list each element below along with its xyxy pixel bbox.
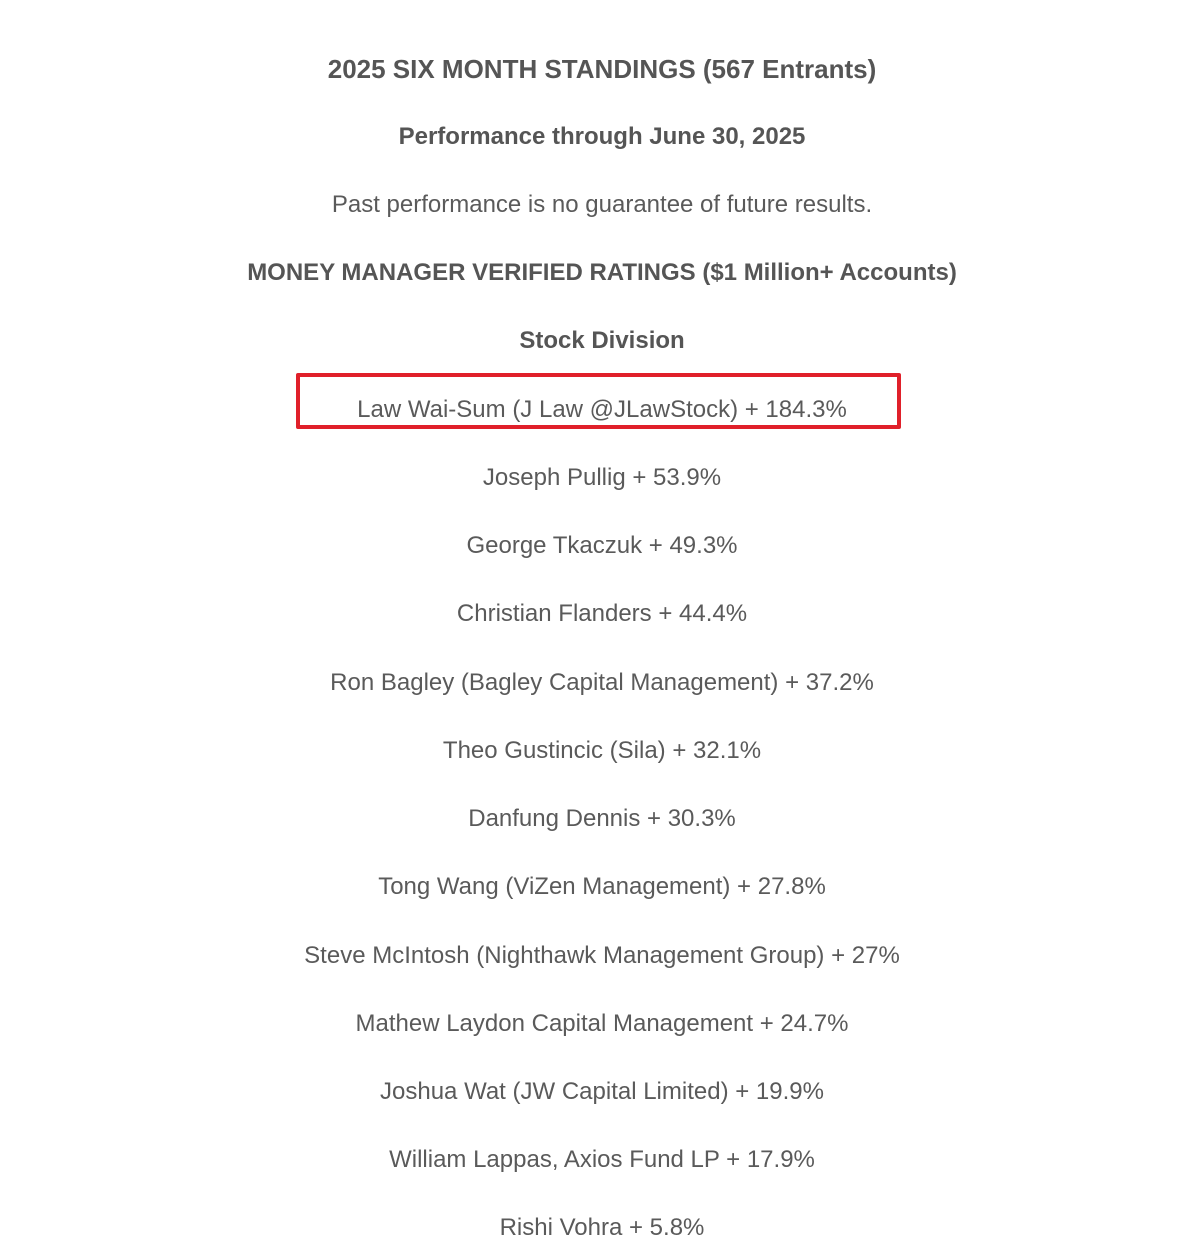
division-heading: Stock Division — [519, 327, 685, 354]
standing-entry: William Lappas, Axios Fund LP + 17.9% — [389, 1146, 815, 1173]
standing-entry: Theo Gustincic (Sila) + 32.1% — [442, 737, 762, 764]
standing-entry: Joseph Pullig + 53.9% — [482, 464, 722, 491]
standing-entry: Christian Flanders + 44.4% — [456, 600, 748, 627]
standing-entry: Joshua Wat (JW Capital Limited) + 19.9% — [380, 1078, 824, 1105]
page-subtitle: Performance through June 30, 2025 — [398, 123, 806, 150]
standing-entry: Mathew Laydon Capital Management + 24.7% — [355, 1010, 849, 1037]
standing-entry: Rishi Vohra + 5.8% — [499, 1214, 705, 1241]
page-title: 2025 SIX MONTH STANDINGS (567 Entrants) — [327, 54, 877, 84]
standing-entry: George Tkaczuk + 49.3% — [466, 532, 738, 559]
standing-entry: Danfung Dennis + 30.3% — [468, 805, 736, 832]
section-heading: MONEY MANAGER VERIFIED RATINGS ($1 Million+ Accounts) — [247, 259, 957, 286]
standing-entry: Steve McIntosh (Nighthawk Management Group) + 27% — [304, 942, 900, 969]
standing-entry: Ron Bagley (Bagley Capital Management) + 37.2% — [330, 669, 874, 696]
standing-entry: Tong Wang (ViZen Management) + 27.8% — [378, 873, 826, 900]
standing-entry: Law Wai-Sum (J Law @JLawStock) + 184.3% — [357, 396, 847, 423]
disclaimer-text: Past performance is no guarantee of future results. — [331, 191, 873, 218]
